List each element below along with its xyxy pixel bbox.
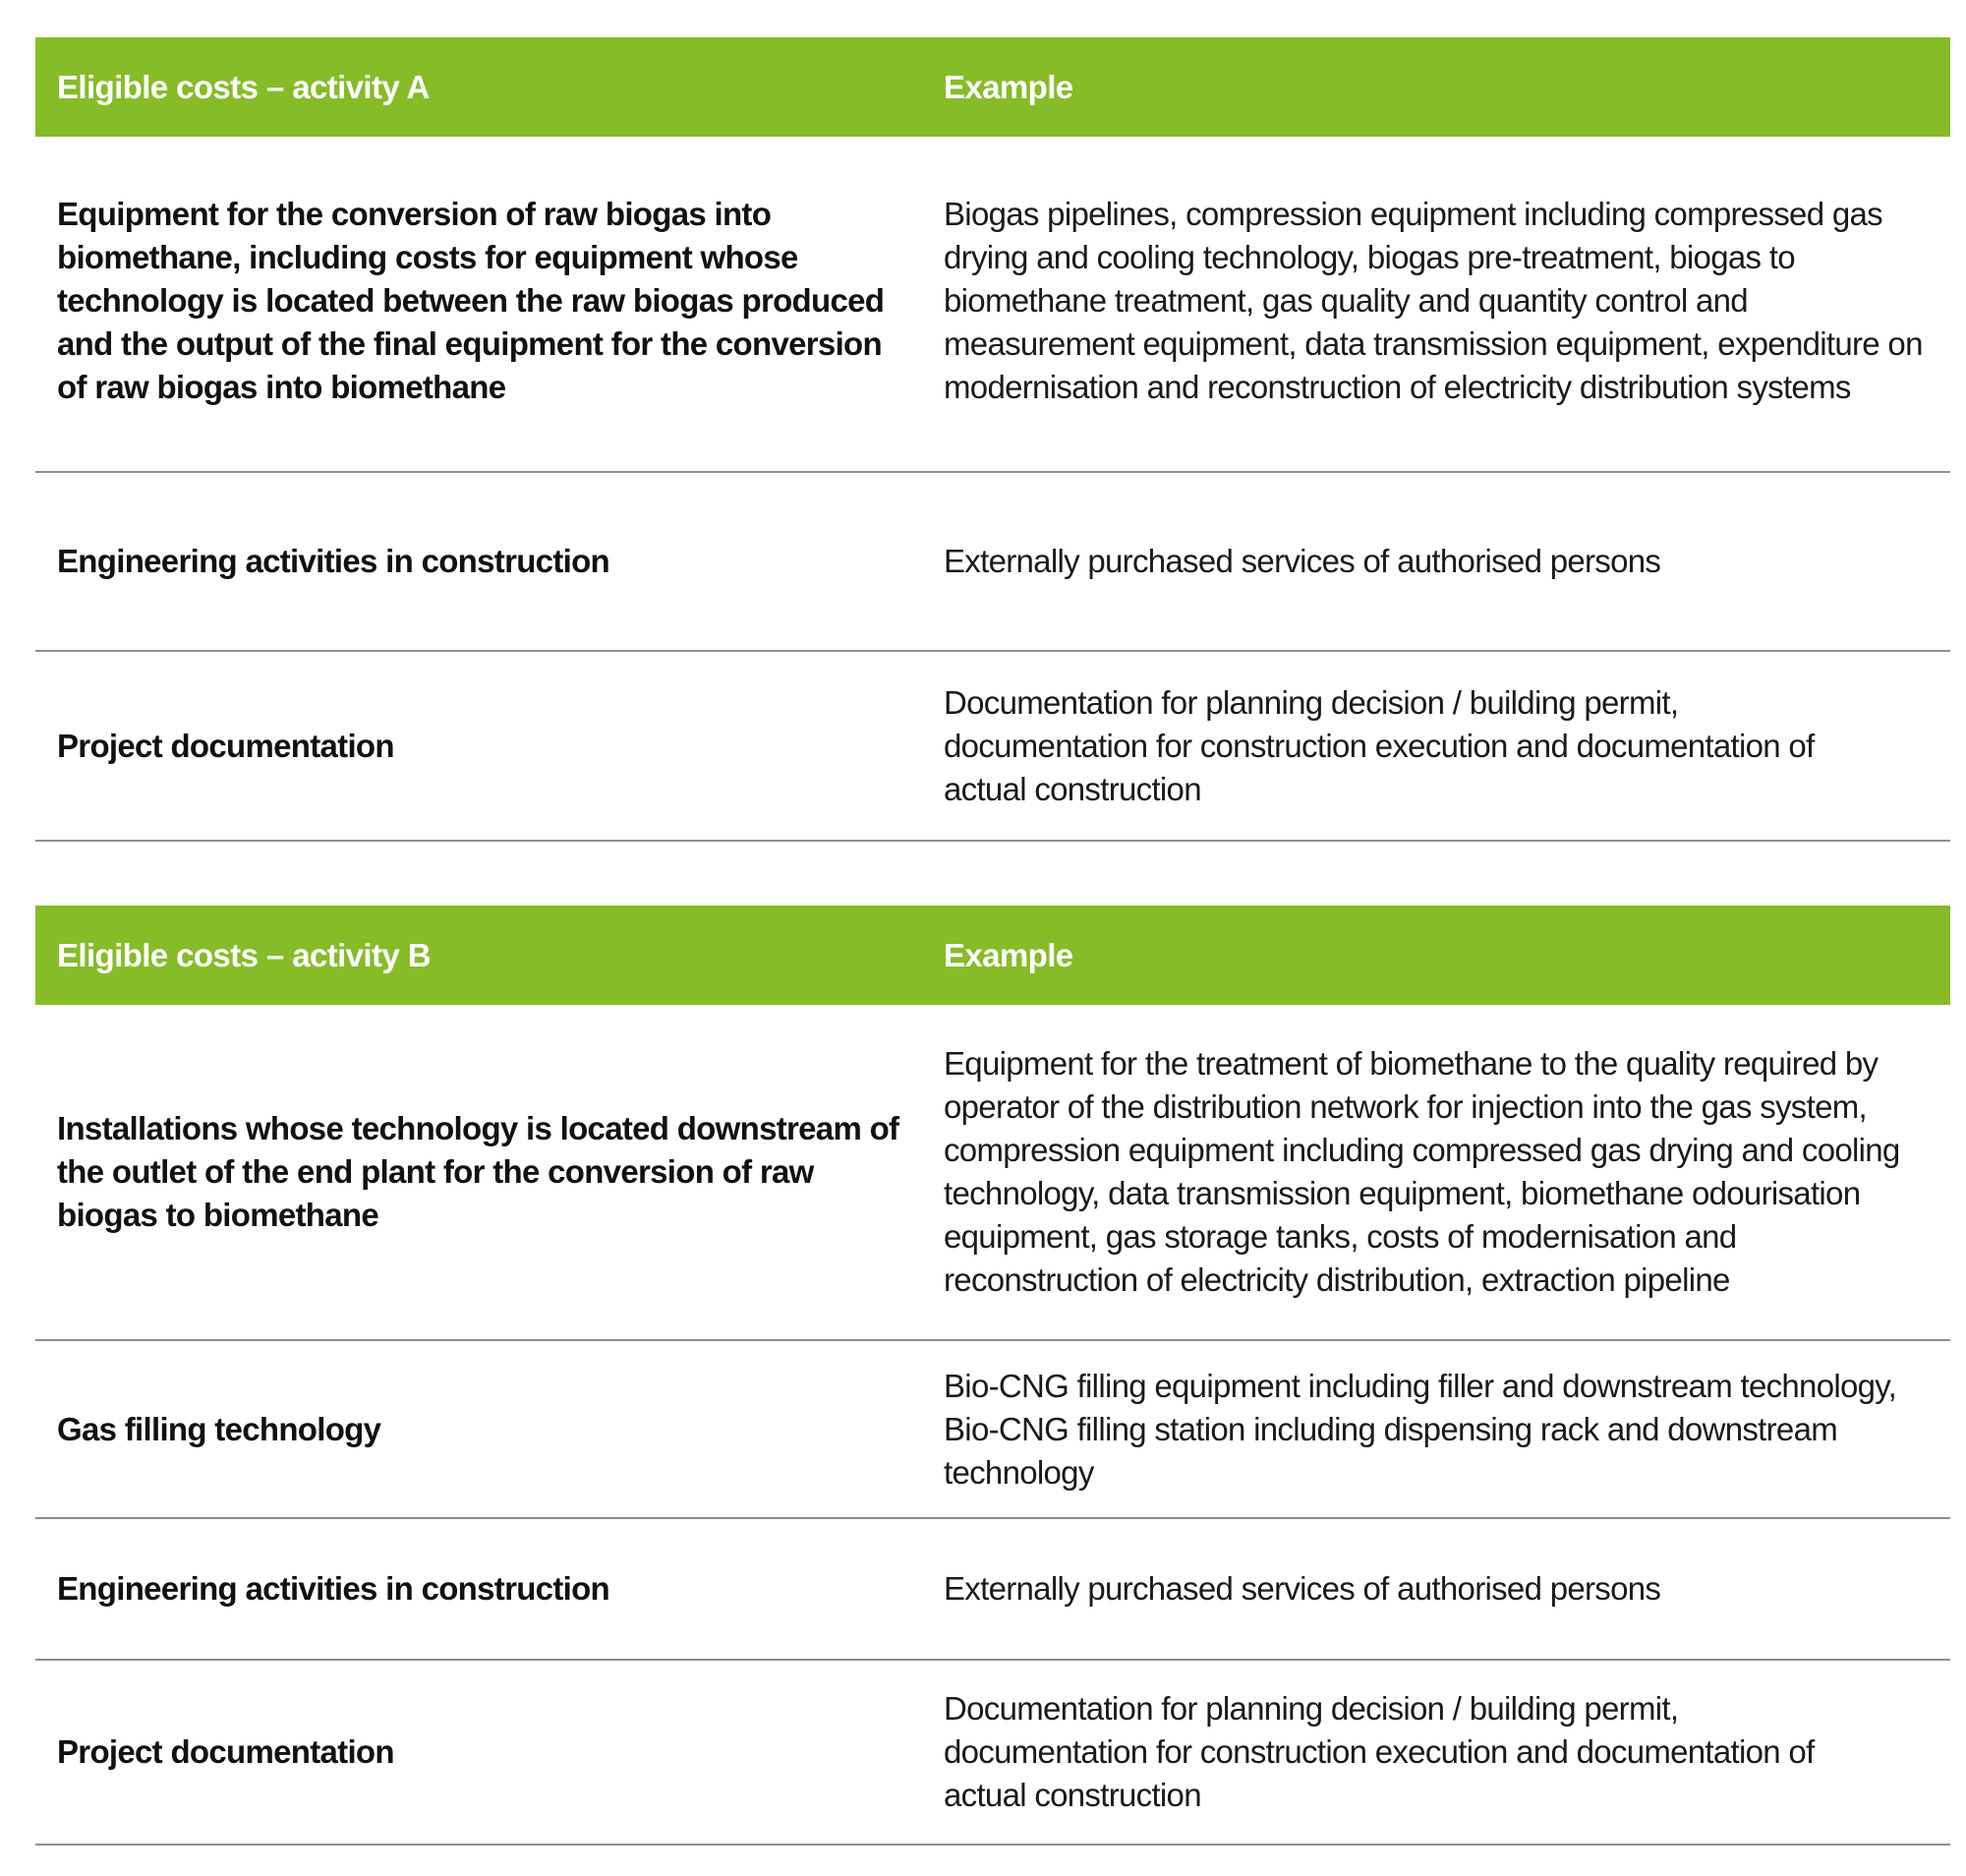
cost-cell [57,137,902,471]
header-example: Example [944,936,1073,973]
table-row [35,1005,1950,1341]
eligible-costs-table-activity-a [35,37,1950,842]
example-cell [944,652,1937,840]
table-row [35,1519,1950,1661]
table-row [35,137,1950,473]
cost-text: Engineering activities in construction [57,1570,610,1607]
cost-cell [57,652,902,840]
table-row [35,652,1950,842]
cost-text: Project documentation [57,727,394,764]
example-cell [944,1005,1937,1339]
example-text: Externally purchased services of authorised persons [944,543,1661,579]
table-row [35,1341,1950,1519]
example-cell [944,137,1937,471]
example-text: Equipment for the treatment of biomethane to the quality required by operator of the distribution network for injection into the gas system, compression equipment including compressed gas drying and cooling technology, data transmission equipment, biomethane odourisation equipment, gas storage tanks, costs of modernisation and reconstruction of electricity distribution, extraction pipeline [944,1045,1900,1298]
eligible-costs-table-activity-b [35,906,1950,1846]
example-cell [944,1519,1937,1659]
cost-cell [57,1519,902,1659]
table-row [35,1661,1950,1846]
cost-cell [57,1661,902,1844]
example-text: Documentation for planning decision / building permit, documentation for construction execution and documentation of actual construction [944,683,1815,807]
cost-text: Installations whose technology is located downstream of the outlet of the end plant for the conversion of raw biogas to biomethane [57,1110,899,1233]
example-text: Bio-CNG filling equipment including filler and downstream technology, Bio-CNG filling station including dispensing rack and downstream technology [944,1367,1897,1491]
example-text: Documentation for planning decision / building permit, documentation for construction execution and documentation of actual construction [944,1690,1815,1813]
cost-text: Gas filling technology [57,1410,381,1447]
header-example: Example [944,68,1073,105]
table-header [35,37,1950,137]
cost-cell [57,1005,902,1339]
header-eligible-costs: Eligible costs – activity B [57,936,431,973]
cost-text: Engineering activities in construction [57,543,610,579]
example-text: Externally purchased services of authorised persons [944,1570,1661,1607]
example-cell [944,1341,1937,1517]
cost-cell [57,473,902,650]
header-eligible-costs: Eligible costs – activity A [57,68,430,105]
cost-cell [57,1341,902,1517]
example-cell [944,1661,1937,1844]
table-header [35,906,1950,1005]
table-row [35,473,1950,652]
example-cell [944,473,1937,650]
cost-text: Equipment for the conversion of raw biogas into biomethane, including costs for equipment whose technology is located between the raw biogas produced and the output of the final equipment for the conversion of raw biogas into biomethane [57,196,885,405]
example-text: Biogas pipelines, compression equipment including compressed gas drying and cooling technology, biogas pre-treatment, biogas to biomethane treatment, gas quality and quantity control and measurement equipment, data transmission equipment, expenditure on modernisation and reconstruction of electricity distribution systems [944,196,1923,405]
cost-text: Project documentation [57,1733,394,1770]
